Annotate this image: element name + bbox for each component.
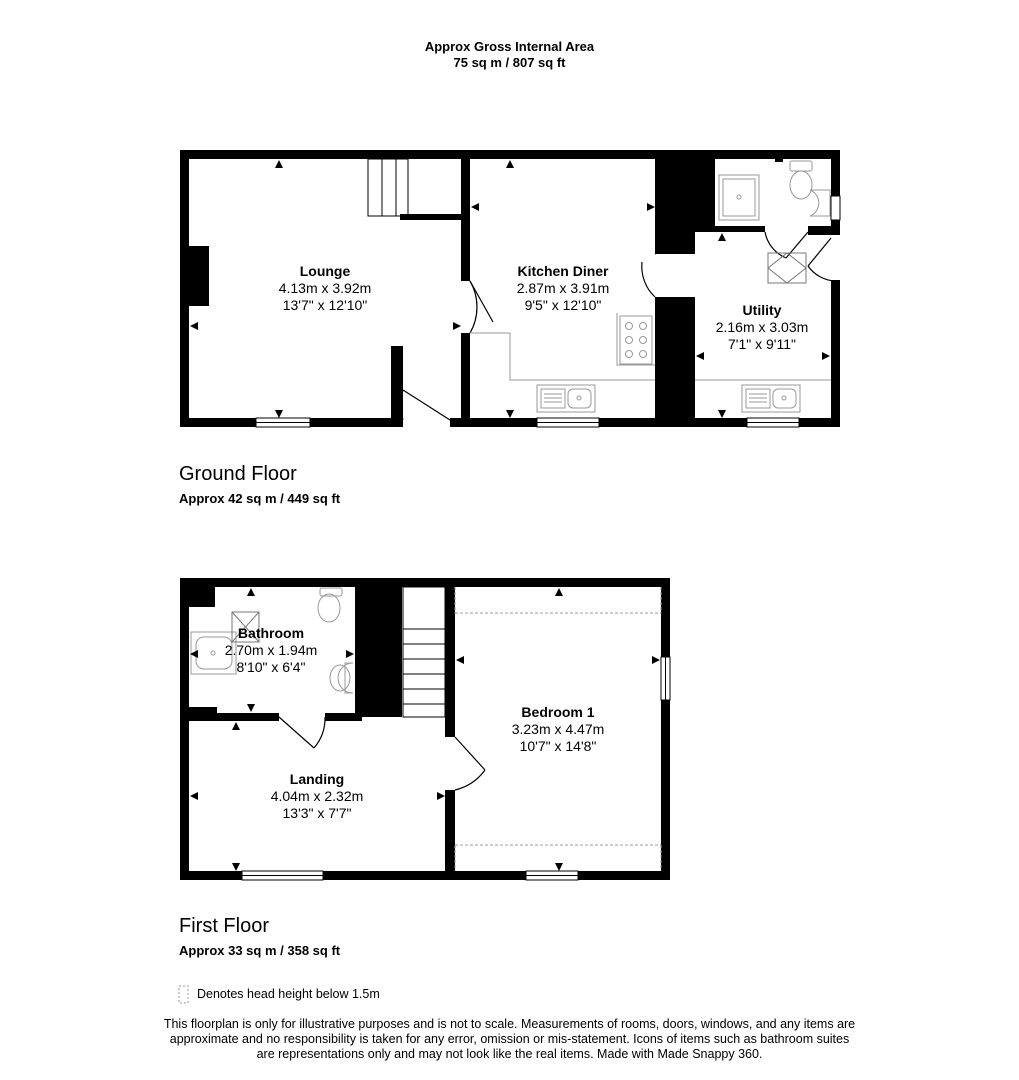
legend-swatch — [179, 986, 188, 1003]
room-metric: 2.87m x 3.91m — [516, 280, 610, 296]
room-bathroom — [225, 625, 318, 676]
ground-floor-area: Approx 42 sq m / 449 sq ft — [179, 491, 341, 506]
disclaimer-line-2: approximate and no responsibility is taken for any error, omission or mis-statement. Icons of items such as bathroom suites — [169, 1032, 850, 1046]
room-bedroom-1 — [512, 704, 605, 755]
room-imperial: 7'1" x 9'11" — [728, 336, 796, 352]
room-imperial: 8'10" x 6'4" — [236, 659, 306, 675]
gross-area-value: 75 sq m / 807 sq ft — [453, 55, 566, 70]
room-name: Utility — [742, 302, 782, 318]
room-imperial: 13'7" x 12'10" — [282, 297, 368, 313]
room-name: Landing — [289, 771, 345, 787]
disclaimer-line-3: are representations only and may not look like the real items. Made with Made Snappy 360. — [256, 1047, 763, 1061]
room-name: Bedroom 1 — [521, 704, 595, 720]
room-name: Bathroom — [237, 625, 305, 641]
gross-area-title: Approx Gross Internal Area — [424, 39, 595, 54]
room-kitchen-diner — [517, 263, 610, 314]
legend-text: Denotes head height below 1.5m — [197, 987, 380, 1001]
room-name: Kitchen Diner — [517, 263, 609, 279]
room-utility — [716, 302, 809, 353]
room-lounge — [279, 263, 372, 314]
room-landing — [271, 771, 364, 822]
room-metric: 3.23m x 4.47m — [511, 721, 605, 737]
room-imperial: 13'3" x 7'7" — [282, 805, 352, 821]
room-metric: 4.13m x 3.92m — [278, 280, 372, 296]
ground-floor-title: Ground Floor — [179, 463, 297, 485]
first-floor-area: Approx 33 sq m / 358 sq ft — [179, 943, 341, 958]
first-floor-title: First Floor — [179, 915, 269, 937]
disclaimer-line-1: This floorplan is only for illustrative purposes and is not to scale. Measurements of rooms, doors, windows, and any items are — [163, 1017, 856, 1031]
room-imperial: 9'5" x 12'10" — [524, 297, 602, 313]
room-metric: 2.16m x 3.03m — [715, 319, 809, 335]
room-imperial: 10'7" x 14'8" — [519, 738, 597, 754]
room-metric: 4.04m x 2.32m — [270, 788, 364, 804]
room-name: Lounge — [299, 263, 351, 279]
room-metric: 2.70m x 1.94m — [224, 642, 318, 658]
